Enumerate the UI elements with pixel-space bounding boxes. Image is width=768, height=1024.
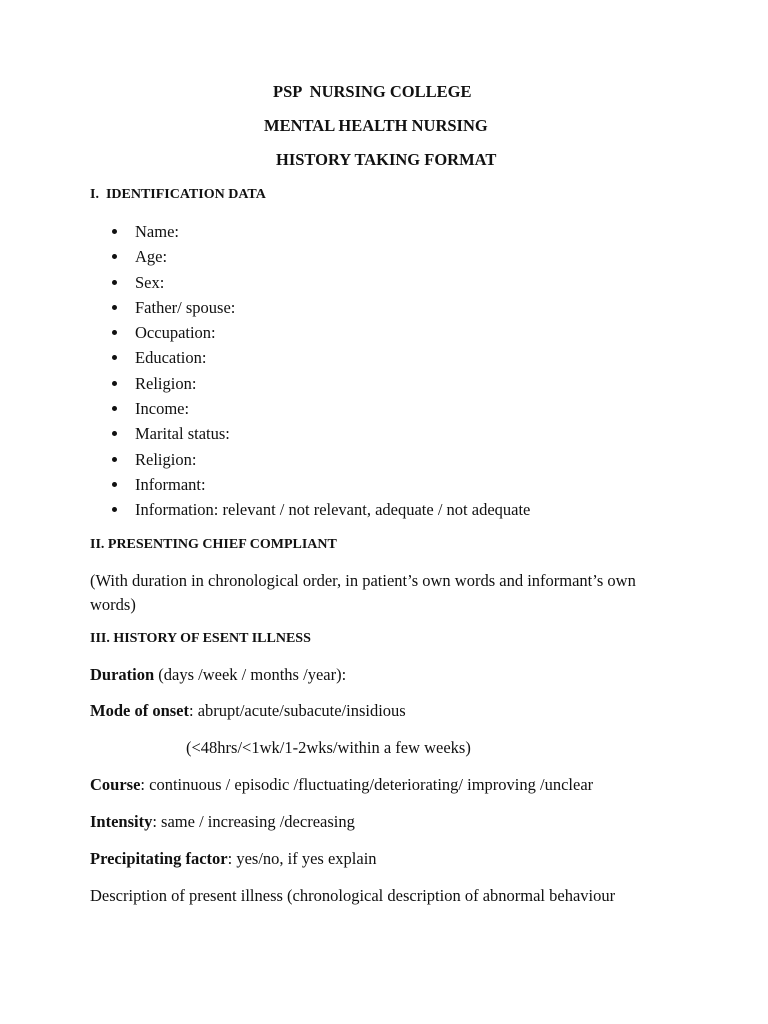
present-illness-heading: III. HISTORY OF ESENT ILLNESS [90,631,311,646]
onset-field [90,701,406,721]
duration-label: Duration [90,665,155,684]
duration-text: (days /week / months /year): [154,665,347,684]
college-title: PSP NURSING COLLEGE [273,82,472,101]
bullet-icon [112,431,117,436]
bullet-icon [112,229,117,234]
bullet-icon [112,406,117,411]
bullet-icon [112,457,117,462]
onset-text: : abrupt/acute/subacute/insidious [188,701,406,720]
format-title: HISTORY TAKING FORMAT [276,150,497,169]
duration-field [90,665,346,685]
intensity-label: Intensity [90,812,153,831]
identification-heading: I. IDENTIFICATION DATA [90,187,266,202]
onset-detail: (<48hrs/<1wk/1-2wks/within a few weeks) [186,738,471,757]
precipitating-text: : yes/no, if yes explain [227,849,377,868]
intensity-field [90,812,355,832]
intensity-text: : same / increasing /decreasing [152,812,355,831]
onset-label: Mode of onset [90,701,189,720]
bullet-icon [112,305,117,310]
precipitating-label: Precipitating factor [90,849,228,868]
bullet-icon [112,355,117,360]
chief-complaint-line-1: (With duration in chronological order, in patient’s own words and informant’s own [90,571,636,590]
course-label: Course [90,775,141,794]
course-field [90,775,593,795]
bullet-icon [112,507,117,512]
bullet-icon [112,381,117,386]
chief-complaint-line-2: words) [90,595,136,614]
precipitating-field [90,849,377,869]
course-text: : continuous / episodic /fluctuating/deteriorating/ improving /unclear [140,775,594,794]
document-page: PSP NURSING COLLEGE MENTAL HEALTH NURSING HISTORY TAKING FORMAT I. IDENTIFICATION DATA Name: Age: Sex: Father/ spouse: Occupation: Education: Religion: Income: Marital status: Religion: Informant: Information: relevant / not relevant, adequate / not adequate II. PRESENTING CHIEF COMPLIANT (With duration in chronological order, in patient’s own words and informant’s own words) III. HISTORY OF ESENT ILLNESS Duration (days /week / months /year): Mode of onset: abrupt/acute/subacute/insidious (<48hrs/<1wk/1-2wks/within a few weeks) Course: continuous / episodic /fluctuating/deteriorating/ improving /unclear Intensity: same / increasing /decreasing Precipitating factor: yes/no, if yes explain Description of present illness (chronological description of abnormal behaviour [90,82,636,905]
present-illness-description: Description of present illness (chronological description of abnormal behaviour [90,886,616,905]
bullet-icon [112,280,117,285]
bullet-icon [112,330,117,335]
subject-title: MENTAL HEALTH NURSING [264,116,488,135]
bullet-icon [112,482,117,487]
bullet-icon [112,254,117,259]
chief-complaint-heading: II. PRESENTING CHIEF COMPLIANT [90,537,337,552]
